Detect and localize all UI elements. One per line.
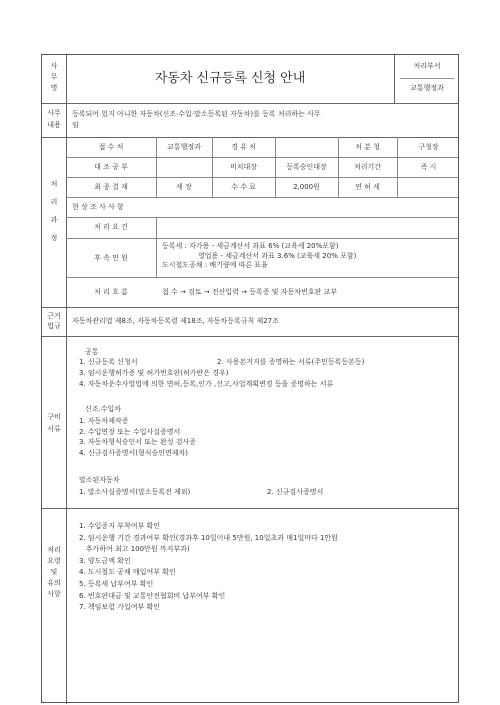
process-label: 처 리 과 정 bbox=[50, 180, 58, 242]
flow-label: 처 리 흐 름 bbox=[94, 288, 128, 296]
content-text-line1: 등록되어 있지 아니한 자동차(신조·수입·말소등록된 자동차)를 등록 처리하는 사무 bbox=[72, 110, 321, 118]
notes-label: 처리 요령 및 유의 사항 bbox=[47, 546, 61, 598]
note-item: 2. 임시운행 기간 경과여부 확인(경과후 10일이내 5만원, 10일초과 매1일마다 1만원 bbox=[79, 533, 338, 542]
via-office-label: 경 유 처 bbox=[231, 143, 256, 151]
dept-label: 처리부서 bbox=[413, 62, 441, 70]
note-item: 7. 책임보험 가입여부 확인 bbox=[79, 603, 160, 612]
receipt-office-label: 접 수 처 bbox=[98, 143, 124, 151]
tax-line-bond: 도시철도공채 : 배기량에 따른 표율 bbox=[162, 261, 268, 269]
common-item-3: 3. 임시운행허가증 및 허가번호판(허가받은 경우) bbox=[79, 369, 229, 377]
cancelled-car-title: 말소된자동차 bbox=[79, 476, 120, 484]
kept-ledger-label: 비치대장 bbox=[229, 163, 258, 171]
follow-up-details bbox=[162, 242, 356, 271]
note-item: 3. 양도금액 확인 bbox=[79, 556, 131, 565]
flow-text: 접 수 → 검토 → 전산입력 → 등록증 및 자동차번호판 교부 bbox=[162, 288, 338, 296]
content-label: 사무 내용 bbox=[47, 109, 61, 129]
requirements-label: 처 리 요 건 bbox=[94, 223, 128, 231]
processing-period-value: 즉 시 bbox=[420, 163, 437, 171]
note-item: 4. 도시철도 공채 매입여부 확인 bbox=[79, 568, 176, 577]
notes-items bbox=[79, 521, 338, 614]
new-car-item: 2. 수입면장 또는 수입사실증명서 bbox=[79, 427, 181, 436]
dept-value: 교통행정과 bbox=[410, 84, 444, 92]
new-car-items bbox=[79, 416, 196, 458]
application-document bbox=[41, 54, 459, 703]
receipt-office-value: 교통행정과 bbox=[167, 143, 201, 151]
kept-ledger-value: 등록승인대장 bbox=[286, 163, 327, 171]
new-car-title: 신조.수입차 bbox=[85, 405, 122, 413]
note-item: 1. 수입증지 부착여부 확인 bbox=[79, 522, 160, 530]
final-approval-value: 세 장 bbox=[176, 183, 192, 191]
common-item-1: 1. 신규등록 신청서 bbox=[79, 358, 138, 366]
law-text: 자동차관리법 제8조, 자동차등록령 제18조, 자동차등록규칙 제27조 bbox=[72, 317, 279, 325]
common-title: 공통 bbox=[85, 348, 99, 356]
content-text-line2: 임 bbox=[72, 121, 79, 129]
reference-ledger-label: 대 조 공 부 bbox=[94, 163, 128, 171]
documents-label: 구비 서류 bbox=[47, 413, 61, 433]
disposal-office-label: 처 분 청 bbox=[355, 143, 380, 151]
cancelled-car-item-2: 2. 신규검사증명서 bbox=[267, 488, 324, 496]
new-car-item: 1. 자동차제작증 bbox=[79, 417, 129, 425]
common-item-4: 4. 자동차운수사업법에 의한 면허,등록,인가 ,신고,사업계획변경 등을 증명하는 서류 bbox=[79, 380, 334, 388]
common-item-2: 2. 사용본거지를 증명하는 서류(주민등록등본등) bbox=[217, 358, 365, 366]
new-car-item: 4. 신규검사증명서(형식승인면제차) bbox=[79, 448, 189, 457]
survey-label: 현 상 조 사 사 항 bbox=[72, 203, 124, 211]
follow-up-label: 후 속 민 원 bbox=[94, 254, 128, 262]
tax-line-business: 영업용 - 세금계산서 과표 3.6% (교육세 20% 포함) bbox=[198, 251, 357, 260]
page-title: 자동차 신규등록 신청 안내 bbox=[154, 71, 306, 86]
license-tax-label: 연 허 세 bbox=[355, 183, 380, 191]
header-side-label: 사 무 명 bbox=[50, 62, 58, 92]
law-label: 근거 법규 bbox=[47, 312, 61, 330]
fee-value: 2,000원 bbox=[293, 183, 320, 191]
note-item: 5. 등록세 납부여부 확인 bbox=[79, 579, 154, 588]
tax-line-private: 등록세 : 자가용 - 세금계산서 과표 6% (교육세 20%포함) bbox=[162, 242, 339, 250]
fee-label: 수 수 료 bbox=[231, 183, 256, 191]
disposal-office-value: 구청장 bbox=[418, 143, 439, 151]
new-car-item: 3. 자동차형식승인서 또는 완성 검사증 bbox=[79, 438, 197, 446]
final-approval-label: 최 종 결 재 bbox=[94, 183, 128, 191]
note-item: 추가하여 최고 100만원 까지부과) bbox=[79, 545, 190, 554]
cancelled-car-item-1: 1. 말소사실증명서(말소등록전 제외) bbox=[79, 488, 191, 496]
note-item: 6. 번호판대금 및 교통안전협회비 납부여부 확인 bbox=[79, 591, 226, 600]
processing-period-label: 처리기간 bbox=[353, 163, 382, 171]
